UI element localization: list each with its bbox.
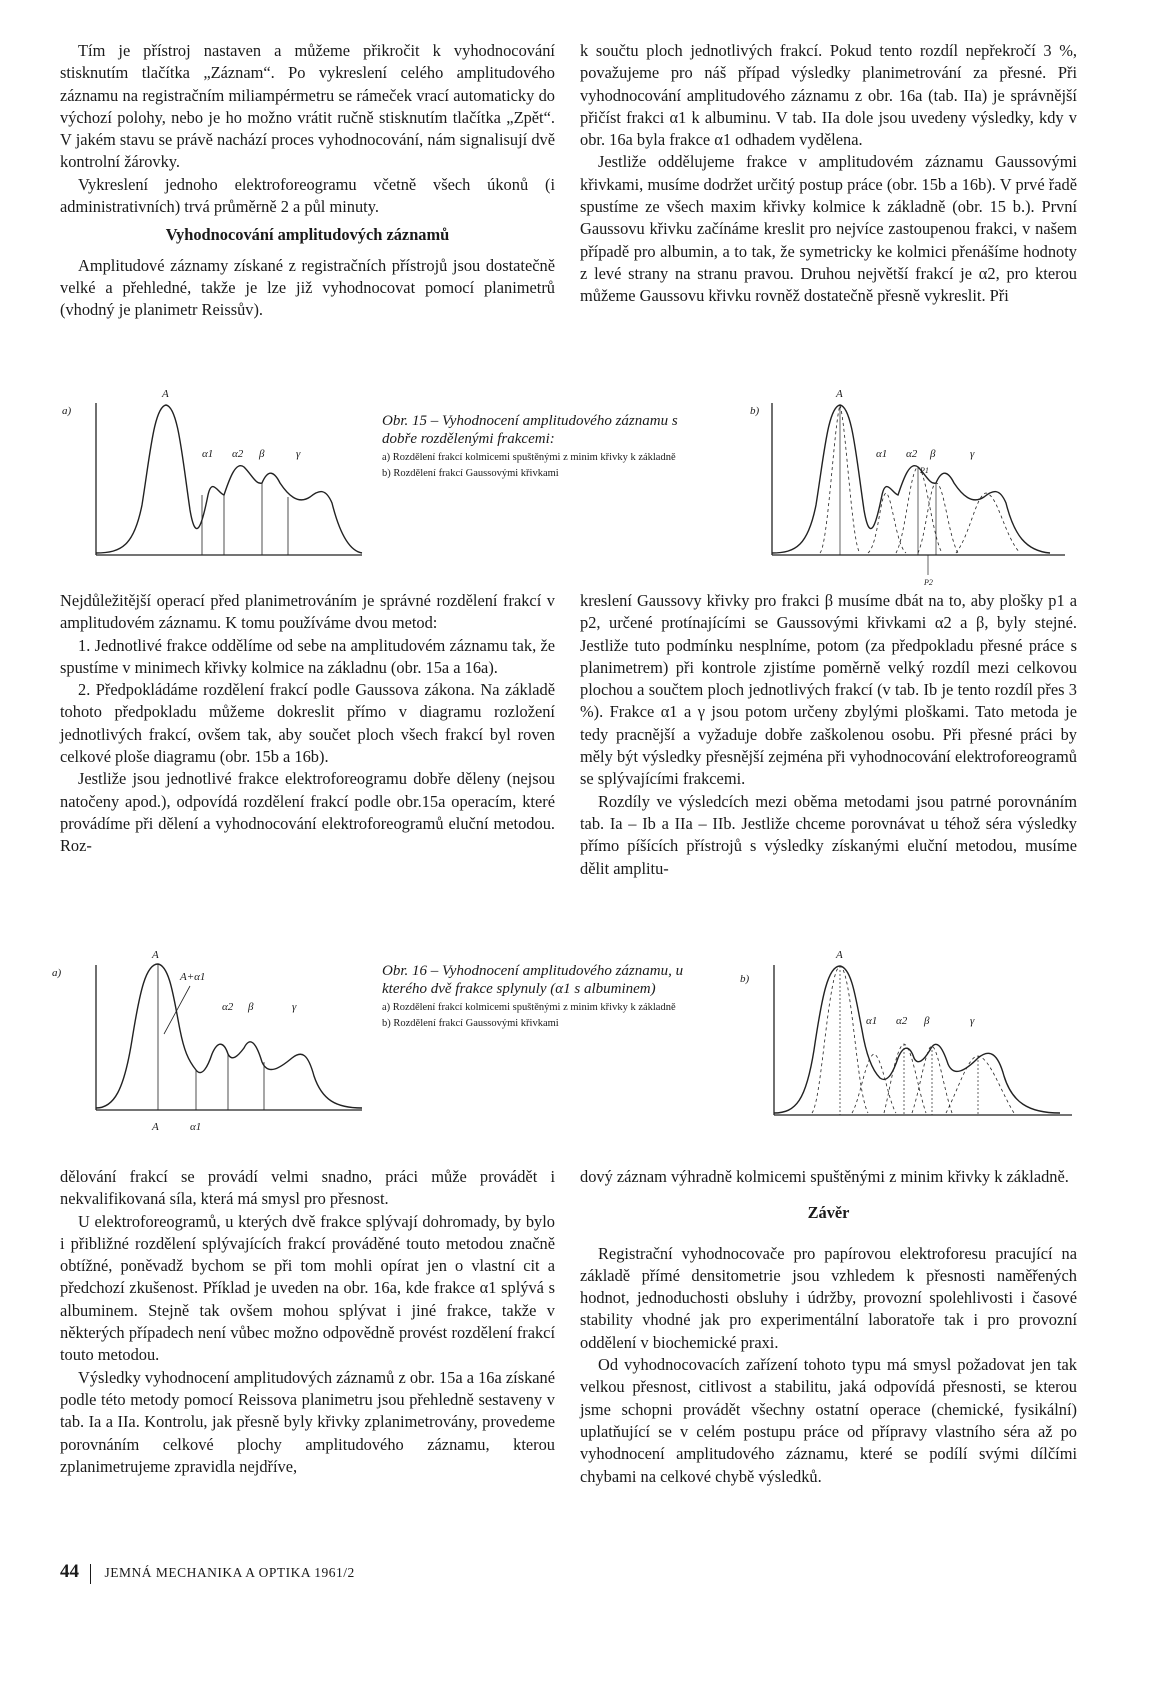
figure-15b-plot [750,385,1110,585]
caption-line: a) Rozdělení frakcí kolmicemi spuštěnými z minim křivky k základně [382,1002,676,1013]
area-label: P2 [924,578,933,587]
peak-label: α2 [896,1015,908,1027]
figure-label: b) [750,405,760,417]
paragraph: 2. Předpokládáme rozdělení frakcí podle Gaussova zákona. Na základě tohoto předpokladu můžeme dokreslit přímo v diagramu rozložení jednotlivých frakcí, ovšem tak, aby součet ploch všech frakcí byl roven celkové ploše diagramu (obr. 15b a 16b). [60,680,555,767]
page-number: 44 [60,1561,79,1582]
paragraph: Rozdíly ve výsledcích mezi oběma metodami jsou patrné porovnáním tab. Ia – Ib a IIa – IIb. Jestliže chceme porovnávat u téhož séra výsledky přímo píšících přístrojů s výsledky získanými eluční metodou, musíme dělit amplitu- [580,791,1077,878]
caption-line: a) Rozdělení frakcí kolmicemi spuštěnými z minim křivky k základně [382,452,676,463]
paragraph: Amplitudové záznamy získané z registračních přístrojů jsou dostatečně velké a přehledné, takže je lze již vyhodnocovat pomocí planimetrů (vhodný je planimetr Reissův). [60,255,555,320]
peak-label: γ [292,1001,297,1013]
peak-label: β [259,448,265,460]
peak-label: β [930,448,936,460]
caption-title: Obr. 15 – Vyhodnocení amplitudového záznamu s dobře rozdělenými frakcemi: [382,413,678,447]
paragraph: Tím je přístroj nastaven a můžeme přikročit k vyhodnocování stisknutím tlačítka „Záznam“. Po vykreslení celého amplitudového záznamu na registračním miliampérmetru se rámeček vrací automaticky do výchozí polohy, nebo je ho možno vrátit ručně stisknutím tlačítka „Zpět“. V jakém stavu se právě nachází proces vyhodnocování, nám signalisují dvě kontrolní žárovky. [60,41,555,172]
figure-15a-plot [62,385,362,565]
paragraph: kreslení Gaussovy křivky pro frakci β musíme dbát na to, aby plošky p1 a p2, určené protínajícími se Gaussovými křivkami α2 a β, byly stejné. Jestliže tuto podmínku nesplníme, potom (za předpokladu přesné práce s planimetrem) při kontrole zjistíme poměrně velký rozdíl mezi celkovou plochou a součtem ploch jednotlivých frakcí (v tab. Ib je tento rozdíl přes 3 %). Frakce α1 a γ jsou potom určeny zbylými ploškami. Tato metoda je tedy pracnější a vyžaduje dobře zaškolenou osobu. Při přesné práci by měly být výsledky přesnější zejména při vyhodnocování elektroforeogramů se splývajícími frakcemi. [580,591,1077,789]
text-column-mid-left [60,590,555,858]
peak-label: α1 [202,448,214,460]
peak-label: α1 [876,448,888,460]
text-column-top-right [580,40,1077,308]
paragraph: U elektroforeogramů, u kterých dvě frakce splývají dohromady, by bylo i přibližné rozdělení splývajících frakcí prováděné touto metodou značně obtížné, poněvadž bychom se při tom mohli opírat jen o vlastní cit a předchozí zkušenost. Příklad je uveden na obr. 16a, kde frakce α1 splývá s albuminem. Stejně tak ovšem mohou splývat i jiné frakce, takže v některých případech není vůbec možno odpovědně provést rozdělení frakcí touto metodou. [60,1211,555,1365]
peak-label: A [836,388,843,400]
caption-title: Obr. 16 – Vyhodnocení amplitudového záznamu, u kterého dvě frakce splynuly (α1 s albuminem) [382,963,684,997]
paragraph: dělování frakcí se provádí velmi snadno, práci může provádět i nekvalifikovaná síla, která má smysl pro přesnost. [60,1167,555,1209]
figure-16a-plot [52,950,372,1150]
footer-divider [90,1564,91,1584]
peak-label: α2 [232,448,244,460]
peak-label: A [836,949,843,961]
paragraph: Jestliže oddělujeme frakce v amplitudovém záznamu Gaussovými křivkami, musíme dodržet určitý postup práce (obr. 15b a 16b). V prvé řadě spustíme ze všech maxim křivky kolmice k základně (obr. 15 b.). První Gaussovu křivku začínáme kreslit pro nejvíce zastoupenou frakci, v našem případě pro albumin, a to tak, že symetricky ke kolmici přenášíme hodnoty z levé strany na stranu pravou. Druhou největší frakcí je α2, pro kterou můžeme Gaussovu křivku rovněž dostatečně přesně vykreslit. Při [580,152,1077,306]
peak-label: A [152,949,159,961]
text-column-bottom-left [60,1166,555,1478]
text-column-top-left [60,40,555,322]
section-heading: Závěr [807,1203,850,1223]
paragraph: Nejdůležitější operací před planimetrováním je správné rozdělení frakcí v amplitudovém záznamu. K tomu používáme dvou metod: [60,591,555,633]
section-heading: Vyhodnocování amplitudových záznamů [165,225,450,245]
axis-label: α1 [190,1121,202,1133]
text-column-bottom-right [580,1166,1077,1488]
peak-label: γ [970,1015,975,1027]
paragraph: Registrační vyhodnocovače pro papírovou elektroforesu pracující na základě přímé densitometrie jsou vzhledem k přesnosti naměřených hodnot, jednoduchosti obsluhy i údržby, provozní spolehlivosti i časové stability vhodné jak pro experimentální laboratoře tak i pro provozní oddělení v biochemické praxi. [580,1243,1077,1352]
paragraph: Od vyhodnocovacích zařízení tohoto typu má smysl požadovat jen tak velkou přesnost, citlivost a stabilitu, jaká odpovídá přesnosti, se kterou jsme schopni provádět všechny ostatní operace (chemické, fysikální) uplatňující se v celém postupu práce od přípravy vlastního séra až po vyhodnocení amplitudového záznamu, které se podílí svými dílčími chybami na celkové chybě výsledků. [580,1355,1077,1486]
text-column-mid-right [580,590,1077,880]
paragraph: Výsledky vyhodnocení amplitudových záznamů z obr. 15a a 16a získané podle této metody pomocí Reissova planimetru jsou přehledně sestaveny v tab. Ia a IIa. Kontrolu, jak přesně byly křivky zplanimetrovány, provedeme porovnáním celkové plochy amplitudového záznamu, kterou zplanimetrujeme zpravidla nejdříve, [60,1367,556,1476]
peak-label: γ [970,448,975,460]
caption-line: b) Rozdělení frakcí Gaussovými křivkami [382,1018,559,1029]
figure-label: a) [52,967,62,979]
peak-label: α1 [866,1015,878,1027]
peak-label: γ [296,448,301,460]
peak-label: α2 [906,448,918,460]
journal-title: JEMNÁ MECHANIKA A OPTIKA 1961/2 [104,1565,355,1580]
peak-label: β [248,1001,254,1013]
figure-label: b) [740,973,750,985]
paragraph: Jestliže jsou jednotlivé frakce elektroforeogramu dobře děleny (nejsou natočeny apod.), odpovídá rozdělení frakcí podle obr.15a operacím, které provádíme při dělení a vyhodnocování elektroforeogramů eluční metodou. Roz- [60,769,555,856]
peak-label: A+α1 [180,971,206,983]
figure-label: a) [62,405,72,417]
paragraph: k součtu ploch jednotlivých frakcí. Pokud tento rozdíl nepřekročí 3 %, považujeme pro náš případ výsledky planimetrování za přesné. Při vyhodnocování amplitudového záznamu z obr. 16a (tab. IIa) je správnější přičíst frakci α1 k albuminu. V tab. IIa dole jsou uvedeny výsledky, kdy v obr. 16a byla frakce α1 odhadem vydělena. [580,41,1077,150]
axis-label: A [152,1121,159,1133]
paragraph: dový záznam výhradně kolmicemi spuštěnými z minim křivky k základně. [580,1167,1069,1186]
page-footer [60,1561,355,1584]
area-label: P1 [920,466,929,475]
figure-16b-plot [740,950,1100,1130]
figure-15-caption [382,412,712,480]
paragraph: 1. Jednotlivé frakce oddělíme od sebe na amplitudovém záznamu tak, že spustíme v minimech křivky kolmice na základnu (obr. 15a a 16a). [60,635,555,677]
caption-line: b) Rozdělení frakcí Gaussovými křivkami [382,468,559,479]
peak-label: β [924,1015,930,1027]
peak-label: A [162,388,169,400]
paragraph: Vykreslení jednoho elektroforeogramu včetně všech úkonů (i administrativních) trvá průměrně 2 a půl minuty. [60,174,555,217]
peak-label: α2 [222,1001,234,1013]
figure-16-caption [382,962,712,1030]
